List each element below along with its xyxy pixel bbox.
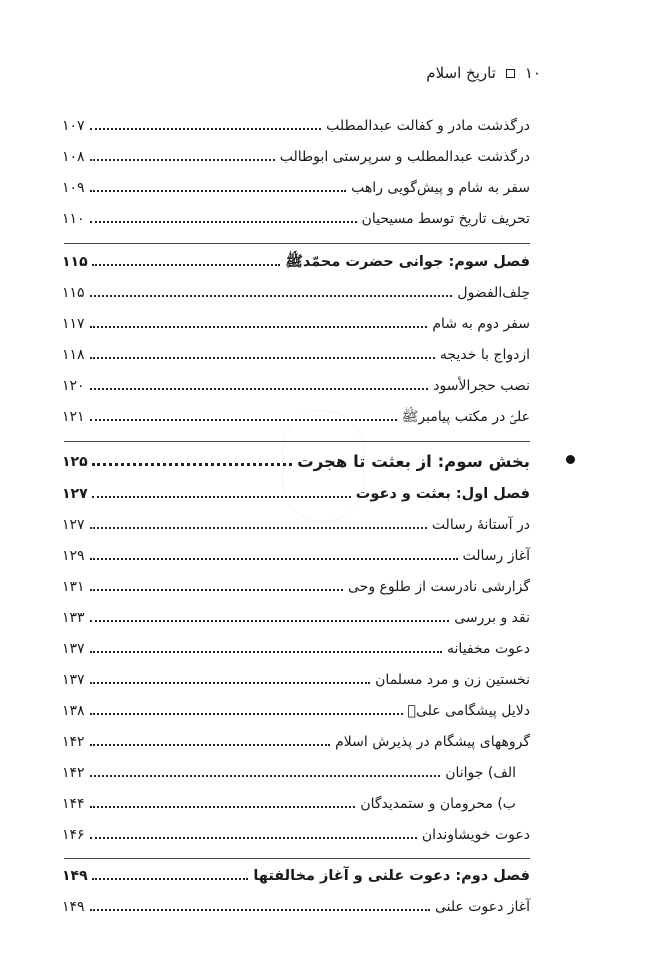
toc-chapter-heading: [62, 863, 530, 885]
toc-entry: [62, 894, 530, 916]
toc-subentry: [62, 760, 530, 782]
toc-entry: [62, 342, 530, 364]
toc-chapter-heading: [62, 249, 530, 271]
toc-entry: [62, 729, 530, 751]
toc-chapter-heading: [62, 481, 530, 503]
toc-entry: [62, 113, 530, 135]
toc-entry-page: ۱۱۷: [62, 316, 85, 332]
toc-entry-page: ۱۳۷: [62, 641, 85, 657]
dot-leader: [92, 496, 351, 498]
toc-entry-page: ۱۲۰: [62, 378, 85, 394]
toc-entry: [62, 280, 530, 302]
toc-entry: [62, 636, 530, 658]
section-divider: [64, 243, 530, 244]
toc-entry-page: ۱۴۶: [62, 827, 85, 843]
dot-leader: [92, 463, 293, 466]
dot-leader: [90, 775, 440, 777]
part-bullet-icon: [566, 455, 575, 464]
toc-entry-title: حِلف‌الفضول: [457, 285, 530, 301]
toc-entry: [62, 175, 530, 197]
toc-entry-page: ۱۱۵: [62, 285, 85, 301]
dot-leader: [90, 159, 275, 161]
toc-entry-title: نصب حجرالأسود: [433, 378, 530, 394]
toc-entry-title: فصل اول: بعثت و دعوت: [355, 486, 530, 502]
toc-entry: [62, 512, 530, 534]
dot-leader: [90, 388, 428, 390]
toc-entry-page: ۱۰۸: [62, 149, 85, 165]
page-header: [426, 64, 541, 82]
dot-leader: [90, 837, 417, 839]
dot-leader: [92, 264, 281, 266]
toc-entry-title: ازدواج با خدیجه: [439, 347, 530, 363]
toc-entry-title: ب) محرومان و ستمدیدگان: [360, 796, 516, 812]
toc-entry-title: درگذشت مادر و کفالت عبدالمطلب: [326, 118, 530, 134]
toc-entry: [62, 311, 530, 333]
dot-leader: [90, 221, 357, 223]
toc-entry: [62, 144, 530, 166]
toc-entry-page: ۱۲۹: [62, 548, 85, 564]
toc-entry-page: ۱۳۳: [62, 610, 85, 626]
toc-entry-page: ۱۲۷: [62, 486, 88, 502]
toc-entry-title: تحریف تاریخ توسط مسیحیان: [361, 211, 530, 227]
toc-entry: [62, 574, 530, 596]
dot-leader: [90, 589, 343, 591]
toc-entry-page: ۱۱۵: [62, 254, 88, 270]
toc-entry-title: فصل سوم: جوانی حضرت محمّدﷺ: [285, 254, 530, 270]
toc-entry-page: ۱۲۱: [62, 409, 85, 425]
dot-leader: [90, 326, 427, 328]
toc-entry-title: دعوت خویشاوندان: [421, 827, 530, 843]
dot-leader: [90, 527, 427, 529]
toc-entry: [62, 605, 530, 627]
page-number: ۱۰: [524, 64, 541, 82]
toc-entry-title: فصل دوم: دعوت علنی و آغاز مخالفتها: [253, 868, 530, 884]
dot-leader: [90, 295, 452, 297]
toc-entry-title: در آستانهٔ رسالت: [431, 517, 530, 533]
dot-leader: [90, 128, 321, 130]
square-ornament-icon: [506, 69, 515, 78]
toc-entry: [62, 543, 530, 565]
dot-leader: [90, 620, 449, 622]
toc-entry-title: الف) جوانان: [445, 765, 516, 781]
dot-leader: [90, 357, 435, 359]
section-divider: [64, 441, 530, 442]
toc-entry-title: دلایل پیشگامی علیؑ: [407, 703, 530, 719]
dot-leader: [90, 419, 397, 421]
toc-entry-page: ۱۲۵: [62, 454, 88, 470]
toc-part-heading: [62, 447, 530, 471]
dot-leader: [92, 878, 249, 880]
toc-entry: [62, 206, 530, 228]
toc-entry-title: درگذشت عبدالمطلب و سرپرستی ابوطالب: [279, 149, 530, 165]
toc-entry-page: ۱۴۹: [62, 868, 88, 884]
toc-entry: [62, 822, 530, 844]
toc-entry-page: ۱۴۲: [62, 734, 85, 750]
toc-entry-page: ۱۱۰: [62, 211, 85, 227]
toc-entry: [62, 404, 530, 426]
toc-entry-page: ۱۳۸: [62, 703, 85, 719]
toc-entry-title: نقد و بررسی: [454, 610, 530, 626]
dot-leader: [90, 190, 346, 192]
toc-entry-title: بخش سوم: از بعثت تا هجرت: [297, 452, 530, 471]
book-title: تاریخ اسلام: [426, 64, 496, 82]
dot-leader: [90, 651, 442, 653]
toc-entry-page: ۱۴۲: [62, 765, 85, 781]
toc-entry-page: ۱۱۸: [62, 347, 85, 363]
toc-entry-page: ۱۴۴: [62, 796, 85, 812]
dot-leader: [90, 558, 458, 560]
toc-entry-title: گزارشی نادرست از طلوع وحی: [348, 579, 530, 595]
toc-entry-page: ۱۰۷: [62, 118, 85, 134]
toc-entry-title: سفر دوم به شام: [432, 316, 530, 332]
toc-entry-page: ۱۰۹: [62, 180, 85, 196]
toc-subentry: [62, 791, 530, 813]
toc-entry: [62, 373, 530, 395]
dot-leader: [90, 909, 430, 911]
toc-entry-title: آغاز رسالت: [462, 548, 530, 564]
section-divider: [64, 858, 530, 859]
toc-entry: [62, 667, 530, 689]
toc-entry-title: سفر به شام و پیش‌گویی راهب: [351, 180, 530, 196]
dot-leader: [90, 682, 370, 684]
toc-entry-title: دعوت مخفیانه: [447, 641, 530, 657]
dot-leader: [90, 744, 330, 746]
toc-entry-page: ۱۴۹: [62, 899, 85, 915]
toc-entry-title: گروههای پیشگام در پذیرش اسلام: [335, 734, 530, 750]
toc-entry-page: ۱۳۷: [62, 672, 85, 688]
toc-entry-title: علیؑ در مکتب پیامبرﷺ: [401, 409, 530, 425]
toc-entry-page: ۱۲۷: [62, 517, 85, 533]
dot-leader: [90, 806, 355, 808]
dot-leader: [90, 713, 403, 715]
toc-entry-title: نخستین زن و مرد مسلمان: [375, 672, 530, 688]
toc-entry: [62, 698, 530, 720]
toc-entry-page: ۱۳۱: [62, 579, 85, 595]
toc-entry-title: آغاز دعوت علنی: [434, 899, 530, 915]
